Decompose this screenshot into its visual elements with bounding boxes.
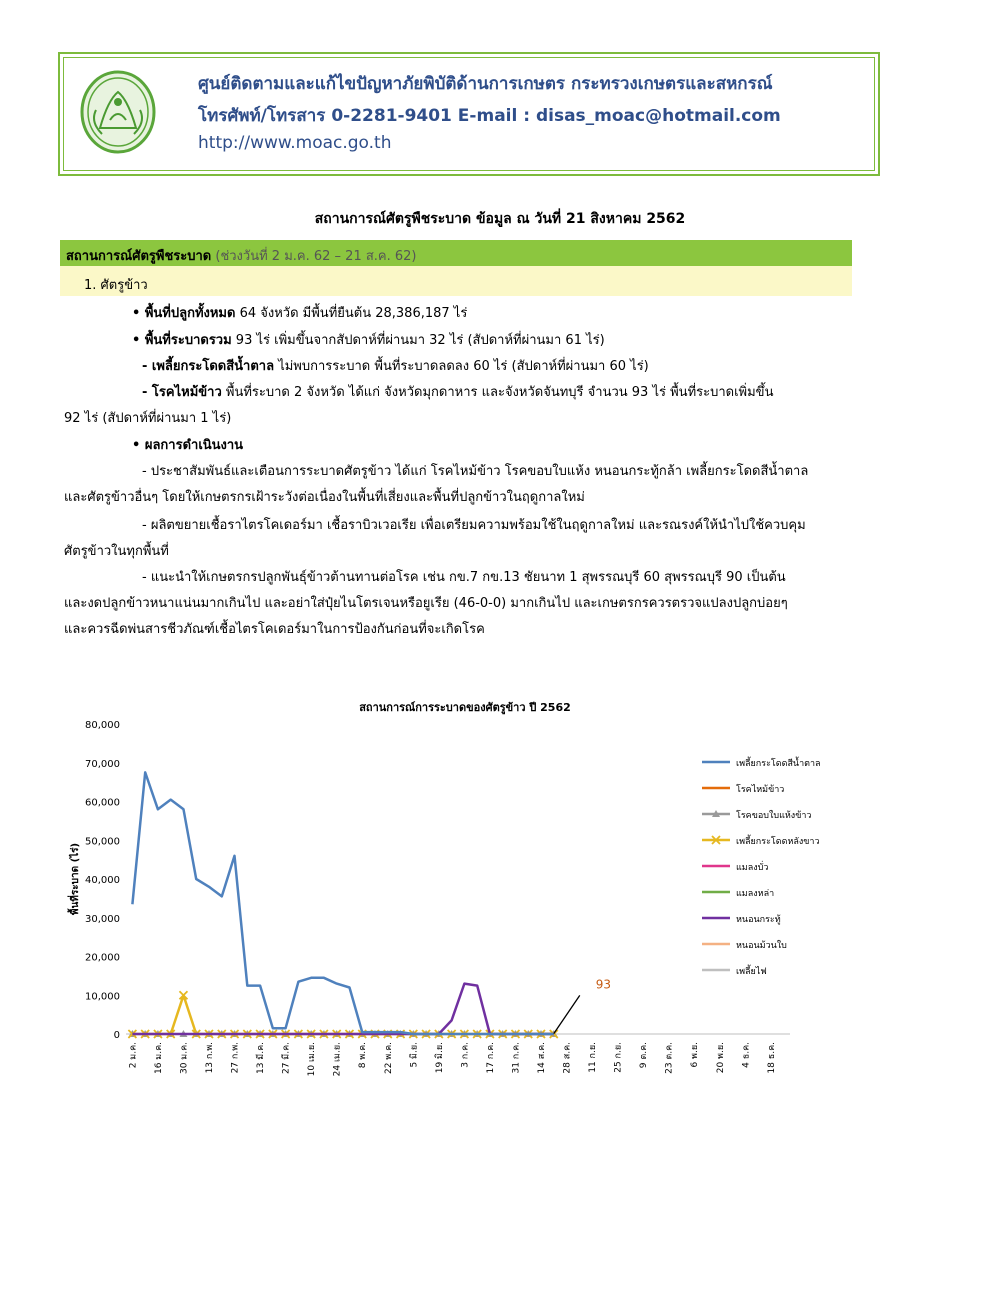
legend-label-0: เพลี้ยกระโดดสีน้ำตาล	[736, 759, 821, 769]
y-tick-label: 60,000	[85, 797, 120, 809]
bullet-results	[132, 436, 243, 456]
bullet-label: • ผลการดำเนินงาน	[132, 438, 244, 453]
header-website: http://www.moac.go.th	[198, 133, 392, 153]
y-tick-label: 70,000	[85, 758, 120, 770]
y-axis-label: พื้นที่ระบาด (ไร่)	[70, 842, 81, 916]
x-tick-label: 25 ก.ย.	[613, 1042, 624, 1073]
x-tick-label: 19 มิ.ย.	[434, 1042, 445, 1074]
x-tick-label: 18 ธ.ค.	[766, 1042, 777, 1074]
x-tick-label: 20 พ.ย.	[715, 1042, 726, 1074]
y-tick-label: 20,000	[85, 952, 120, 964]
legend-label-1: โรคไหม้ข้าว	[736, 785, 785, 795]
paragraph-1-line2: และศัตรูข้าวอื่นๆ โดยให้เกษตรกรเฝ้าระวังต่อเนื่องในพื้นที่เสี่ยงและพื้นที่ปลูกข้าวในฤดูกาลใหม่	[64, 490, 585, 505]
x-tick-label: 13 มี.ค.	[256, 1042, 267, 1074]
y-tick-label: 30,000	[85, 913, 120, 925]
y-tick-label: 0	[113, 1030, 120, 1041]
x-tick-label: 27 มี.ค.	[281, 1042, 292, 1074]
bullet-text: 64 จังหวัด มีพื้นที่ยืนต้น 28,386,187 ไร่	[235, 306, 468, 321]
series-line-6	[132, 984, 553, 1034]
x-tick-label: 11 ก.ย.	[588, 1042, 599, 1073]
legend-label-3: เพลี้ยกระโดดหลังขาว	[736, 837, 820, 847]
x-tick-label: 17 ก.ค.	[485, 1042, 496, 1074]
x-tick-label: 27 ก.พ.	[230, 1042, 241, 1074]
series-line-3	[132, 995, 553, 1034]
x-tick-label: 16 ม.ค.	[153, 1042, 164, 1074]
x-tick-label: 22 พ.ค.	[383, 1042, 394, 1074]
bullet-outbreak-area	[132, 331, 605, 351]
bullet-brown-planthopper	[142, 357, 649, 377]
x-tick-label: 4 ธ.ค.	[741, 1042, 752, 1068]
subsection-title: 1. ศัตรูข้าว	[84, 278, 148, 293]
section-period: (ช่วงวันที่ 2 ม.ค. 62 – 21 ส.ค. 62)	[211, 249, 417, 264]
section-title: สถานการณ์ศัตรูพืชระบาด	[66, 249, 212, 264]
ministry-logo	[80, 70, 156, 154]
x-tick-label: 23 ต.ค.	[664, 1042, 675, 1074]
legend-label-5: แมลงหล่า	[736, 889, 775, 899]
x-tick-label: 3 ก.ค.	[460, 1042, 471, 1068]
bullet-rice-blast	[142, 383, 773, 403]
x-tick-label: 6 พ.ย.	[690, 1042, 701, 1068]
x-tick-label: 10 เม.ย.	[307, 1042, 318, 1077]
y-tick-label: 50,000	[85, 836, 120, 848]
y-tick-label: 80,000	[85, 720, 120, 731]
paragraph-3-line2: และงดปลูกข้าวหนาแน่นมากเกินไป และอย่าใส่ปุ๋ยไนโตรเจนหรือยูเรีย (46-0-0) มากเกินไป และเกษตรกรควรตรวจแปลงปลูกบ่อยๆ	[64, 596, 788, 611]
x-tick-label: 28 ส.ค.	[562, 1042, 573, 1074]
data-label-93: 93	[595, 977, 612, 992]
x-tick-label: 14 ส.ค.	[537, 1042, 547, 1074]
bullet-label: - โรคไหม้ข้าว	[142, 385, 222, 400]
x-tick-label: 9 ต.ค.	[639, 1042, 650, 1069]
legend-label-2: โรคขอบใบแห้งข้าว	[736, 811, 812, 821]
bullet-planting-area	[132, 304, 467, 324]
x-tick-label: 13 ก.พ.	[205, 1042, 215, 1074]
x-tick-label: 30 ม.ค.	[179, 1042, 190, 1074]
chart-title: สถานการณ์การระบาดของศัตรูข้าว ปี 2562	[359, 701, 571, 714]
paragraph-3-line1: - แนะนำให้เกษตรกรปลูกพันธุ์ข้าวต้านทานต่อโรค เช่น กข.7 กข.13 ชัยนาท 1 สุพรรณบุรี 60 สุพรรณบุรี 90 เป็นต้น	[142, 570, 786, 585]
header-contact: โทรศัพท์/โทรสาร 0-2281-9401 E-mail : disas_moac@hotmail.com	[198, 106, 781, 126]
x-tick-label: 24 เม.ย.	[332, 1042, 343, 1077]
document-title: สถานการณ์ศัตรูพืชระบาด ข้อมูล ณ วันที่ 21 สิงหาคม 2562	[314, 211, 686, 227]
paragraph-2-line2: ศัตรูข้าวในทุกพื้นที่	[64, 544, 169, 559]
legend-label-4: แมลงบั่ว	[736, 863, 769, 873]
paragraph-3-line3: และควรฉีดพ่นสารชีวภัณฑ์เชื้อไตรโคเดอร์มาในการป้องกันก่อนที่จะเกิดโรค	[64, 622, 485, 637]
series-line-0	[132, 772, 553, 1034]
bullet-label: - เพลี้ยกระโดดสีน้ำตาล	[142, 359, 275, 374]
subsection-bar	[60, 266, 852, 296]
y-tick-label: 10,000	[85, 991, 120, 1003]
header-org-name: ศูนย์ติดตามและแก้ไขปัญหาภัยพิบัติด้านการเกษตร กระทรวงเกษตรและสหกรณ์	[198, 74, 773, 94]
y-tick-label: 40,000	[85, 875, 120, 886]
x-tick-label: 2 ม.ค.	[128, 1042, 139, 1069]
bullet-text: พื้นที่ระบาด 2 จังหวัด ได้แก่ จังหวัดมุกดาหาร และจังหวัดจันทบุรี จำนวน 93 ไร่ พื้นที่ระบาดเพิ่มขึ้น	[221, 385, 774, 400]
paragraph-2-line1: - ผลิตขยายเชื้อราไตรโคเดอร์มา เชื้อราบิวเวอเรีย เพื่อเตรียมความพร้อมใช้ในฤดูกาลใหม่ และรณรงค์ให้นำไปใช้ควบคุม	[142, 518, 806, 533]
bullet-text: 93 ไร่ เพิ่มขึ้นจากสัปดาห์ที่ผ่านมา 32 ไร่ (สัปดาห์ที่ผ่านมา 61 ไร่)	[231, 333, 605, 348]
bullet-label: • พื้นที่ปลูกทั้งหมด	[132, 306, 236, 321]
pest-outbreak-chart	[60, 690, 860, 1090]
legend-label-8: เพลี้ยไฟ	[736, 967, 767, 977]
legend-label-7: หนอนม้วนใบ	[736, 941, 787, 951]
annotation-leader	[554, 995, 580, 1033]
bullet-label: • พื้นที่ระบาดรวม	[132, 333, 232, 348]
section-header-bar	[60, 240, 852, 266]
x-tick-label: 31 ก.ค.	[511, 1042, 522, 1074]
paragraph-1-line1: - ประชาสัมพันธ์และเตือนการระบาดศัตรูข้าว ได้แก่ โรคไหม้ข้าว โรคขอบใบแห้ง หนอนกระทู้กล้า เพลี้ยกระโดดสีน้ำตาล	[142, 464, 809, 479]
x-tick-label: 5 มิ.ย.	[409, 1042, 420, 1068]
x-tick-label: 8 พ.ค.	[358, 1042, 369, 1069]
legend-label-6: หนอนกระทู้	[736, 915, 781, 925]
bullet-text: ไม่พบการระบาด พื้นที่ระบาดลดลง 60 ไร่ (สัปดาห์ที่ผ่านมา 60 ไร่)	[274, 359, 649, 374]
bullet-rice-blast-cont: 92 ไร่ (สัปดาห์ที่ผ่านมา 1 ไร่)	[64, 411, 232, 426]
